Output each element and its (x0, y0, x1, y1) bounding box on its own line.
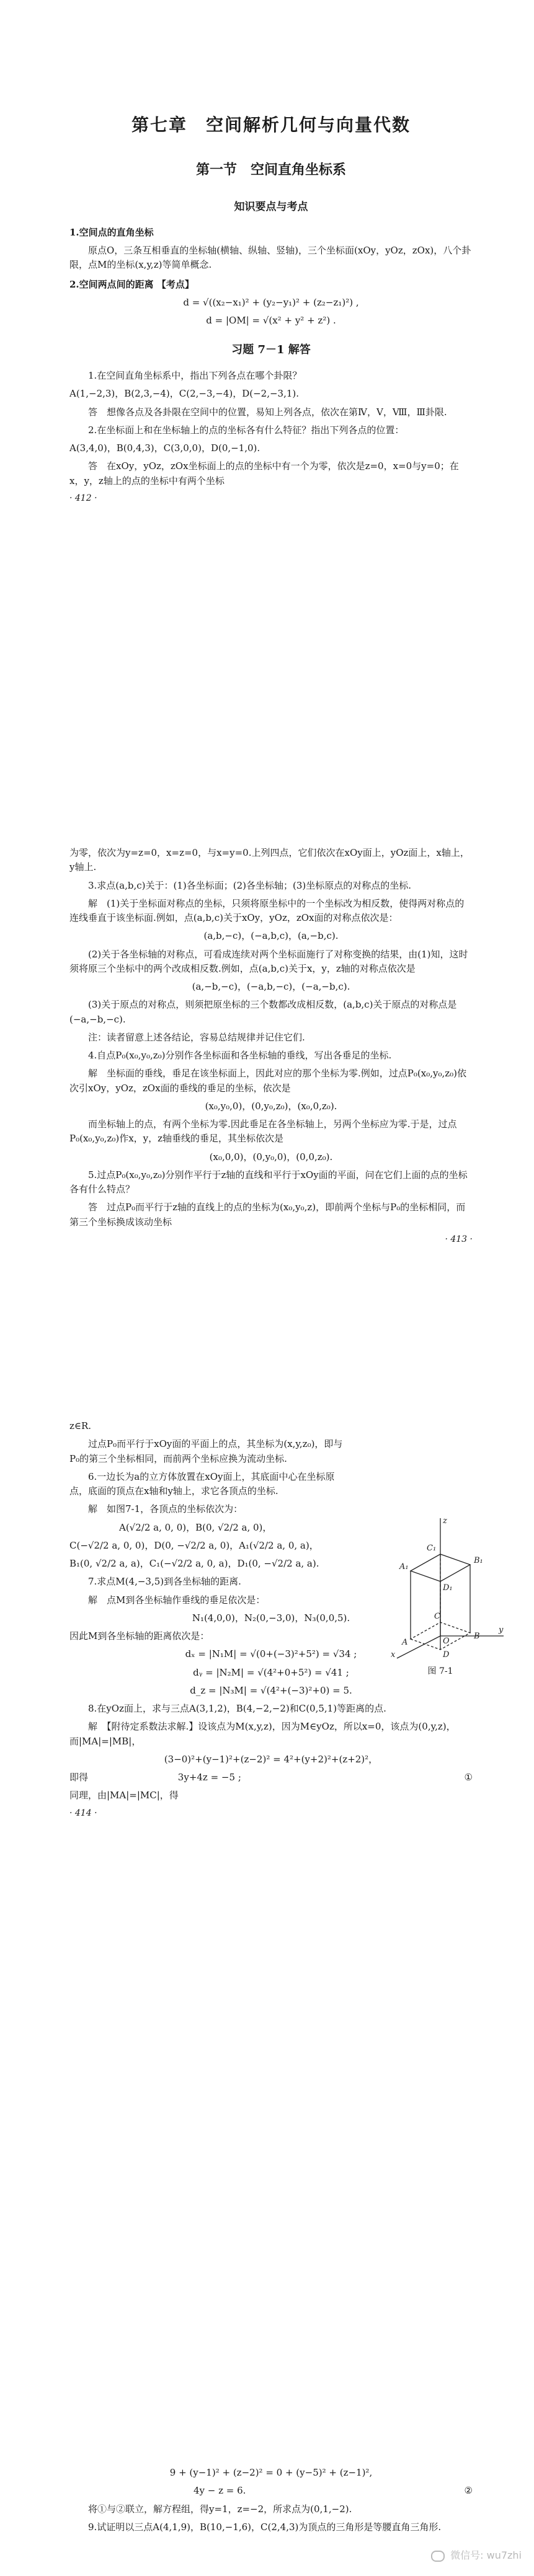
figure-7-1 (372, 1512, 509, 1679)
chapter-title: 第七章 空间解析几何与向量代数 (131, 115, 411, 135)
question-9: 9.试证明以三点A(4,1,9)，B(10,−1,6)，C(2,4,3)为顶点的三角形是等腰直角三角形. (88, 2521, 442, 2533)
page-number-414: · 414 · (69, 1808, 97, 1818)
question-1: 1.在空间直角坐标系中，指出下列各点在哪个卦限？ (88, 370, 302, 382)
answer-4-part-2: 而坐标轴上的点，有两个坐标为零.因此垂足在各坐标轴上，另两个坐标应为零.于是，过点P₀(x₀,y₀,z₀)作x，y，z轴垂线的垂足，其坐标依次是 (69, 1119, 457, 1145)
equation-tag-1: ① (464, 1772, 473, 1783)
distance-formula-2: d = |OM| = √(x² + y² + z²) . (206, 315, 336, 327)
answer-7-part-1: 解 点M到各坐标轴作垂线的垂足依次是： (88, 1594, 265, 1606)
label-A: A (402, 1638, 408, 1647)
answer-4-part-1: 解 坐标面的垂线，垂足在该坐标面上，因此对应的那个坐标为零.例如，过点P₀(x₀,y₀,z₀)依次引xOy，yOz，zOx面的垂线的垂足的坐标，依次是 (69, 1068, 466, 1094)
distance-dy: dᵧ = |N₂M| = √(4²+0+5²) = √41 ; (193, 1666, 349, 1678)
watermark-text: 微信号: wu7zhi (450, 2549, 522, 2562)
answer-4-formula-2: (x₀,0,0)，(0,y₀,0)，(0,0,z₀). (209, 1151, 333, 1163)
answer-3-part-3: (3)关于原点的对称点，则须把原坐标的三个数都改成相反数，(a,b,c)关于原点的对称点是(−a,−b,−c). (69, 999, 457, 1025)
answer-7-feet: N₁(4,0,0)，N₂(0,−3,0)，N₃(0,0,5). (192, 1612, 350, 1624)
answer-3-formula-2: (a,−b,−c)，(−a,b,−c)，(−a,−b,c). (192, 981, 350, 992)
page-number-413: · 413 · (445, 1234, 473, 1244)
question-2: 2.在坐标面上和在坐标轴上的点的坐标各有什么特征？指出下列各点的位置： (88, 424, 404, 436)
label-x: x (391, 1650, 396, 1659)
answer-8-equation-2-result: 4y − z = 6. (194, 2485, 246, 2497)
label-A1: A₁ (399, 1562, 409, 1572)
question-6: 6.一边长为a的立方体放置在xOy面上，其底面中心在坐标原点，底面的顶点在x轴和y轴上，求它各顶点的坐标. (69, 1470, 335, 1497)
page-414 (0, 1419, 534, 2212)
wechat-icon (431, 2551, 445, 2562)
page-415-partial (0, 2463, 534, 2576)
answer-2: 答 在xOy，yOz，zOx坐标面上的点的坐标中有一个为零，依次是z=0，x=0与y=0；在x，y，z轴上的点的坐标中有两个坐标 (69, 460, 459, 486)
answer-3-note: 注：读者留意上述各结论，容易总结规律并记住它们. (88, 1031, 305, 1043)
page-413 (0, 846, 534, 1317)
answer-8-equation-1: 3y+4z = −5 ; (177, 1772, 241, 1783)
question-5: 5.过点P₀(x₀,y₀,z₀)分别作平行于z轴的直线和平行于xOy面的平面，问在它们上面的点的坐标各有什么特点？ (69, 1169, 468, 1195)
answer-8-conclusion: 将①与②联立，解方程组，得y=1，z=−2，所求点为(0,1,−2). (88, 2503, 352, 2515)
section-title: 第一节 空间直角坐标系 (195, 162, 346, 178)
question-3: 3.求点(a,b,c)关于：(1)各坐标面；(2)各坐标轴；(3)坐标原点的对称点的坐标. (88, 879, 412, 891)
answer-2-continued: 为零，依次为y=z=0，x=z=0，与x=y=0.上列四点，它们依次在xOy面上，yOz面上，x轴上，y轴上. (69, 847, 469, 873)
answer-8-result-2 (69, 2484, 473, 2498)
answer-7-part-2: 因此M到各坐标轴的距离依次是： (69, 1630, 210, 1642)
label-z: z (443, 1516, 447, 1526)
answer-8-equation: (3−0)²+(y−1)²+(z−2)² = 4²+(y+2)²+(z+2)²， (164, 1753, 378, 1765)
distance-dx: dₓ = |N₁M| = √(0+(−3)²+5²) = √34 ; (185, 1648, 357, 1660)
answer-6: 解 如图7-1，各顶点的坐标依次为： (88, 1503, 243, 1515)
vertices-line-3: B₁(0, √2/2 a, a)，C₁(−√2/2 a, 0, a)，D₁(0, −√2/2 a, a). (69, 1558, 319, 1569)
watermark (431, 2548, 522, 2564)
answer-3-part-2: (2)关于各坐标轴的对称点，可看成连续对两个坐标面施行了对称变换的结果，由(1)知，这时须将原三个坐标中的两个改成相反数.例如，点(a,b,c)关于x，y，z轴的对称点依次是 (69, 948, 468, 974)
answer-5-plane: 过点P₀而平行于xOy面的平面上的点，其坐标为(x,y,z₀)，即与P₀的第三个坐标相同，而前两个坐标应换为流动坐标. (69, 1438, 343, 1464)
knowledge-item-2-title: 2.空间两点间的距离 【考点】 (69, 278, 194, 290)
knowledge-item-1-title: 1.空间点的直角坐标 (69, 226, 154, 238)
distance-formula-1: d = √((x₂−x₁)² + (y₂−y₁)² + (z₂−z₁)²) , (183, 296, 359, 308)
label-C1: C₁ (427, 1544, 437, 1553)
answer-8-equation-2: 9 + (y−1)² + (z−2)² = 0 + (y−5)² + (z−1)², (169, 2467, 373, 2478)
page-412 (0, 0, 534, 626)
answer-8-part-1: 解 【附待定系数法求解.】设该点为M(x,y,z)，因为M∈yOz，所以x=0，该点为(0,y,z)，而|MA|=|MB|， (69, 1721, 456, 1747)
vertices-line-1: A(√2/2 a, 0, 0)，B(0, √2/2 a, 0)， (119, 1521, 272, 1533)
answer-4-formula-1: (x₀,y₀,0)，(0,y₀,z₀)，(x₀,0,z₀). (205, 1100, 337, 1112)
answer-8-result-1 (69, 1770, 473, 1785)
question-1-points: A(1,−2,3)，B(2,3,−4)，C(2,−3,−4)，D(−2,−3,1). (69, 388, 300, 400)
question-2-points: A(3,4,0)，B(0,4,3)，C(3,0,0)，D(0,−1,0). (69, 442, 260, 454)
label-D: D (443, 1650, 450, 1659)
answer-3-part-1: 解 (1)关于坐标面对称点的坐标，只须将原坐标中的一个坐标改为相反数，使得两对称点的连线垂直于该坐标面.例如，点(a,b,c)关于xOy，yOz，zOx面的对称点依次是： (69, 897, 465, 923)
label-B1: B₁ (474, 1556, 483, 1565)
knowledge-item-1-body: 原点O，三条互相垂直的坐标轴(横轴、纵轴、竖轴)，三个坐标面(xOy，yOz，zOx)，八个卦限，点M的坐标(x,y,z)等简单概念. (69, 245, 471, 271)
question-7: 7.求点M(4,−3,5)到各坐标轴的距离. (88, 1576, 241, 1588)
answer-8-result-label: 即得 (69, 1772, 89, 1783)
knowledge-heading: 知识要点与考点 (234, 201, 308, 214)
label-O: O (443, 1637, 450, 1646)
page-number-412: · 412 · (69, 493, 97, 503)
answer-5: 答 过点P₀而平行于z轴的直线上的点的坐标为(x₀,y₀,z)，即前两个坐标与P₀的坐标相同，而第三个坐标换成该动坐标 (69, 1202, 466, 1228)
question-4: 4.自点P₀(x₀,y₀,z₀)分别作各坐标面和各坐标轴的垂线，写出各垂足的坐标. (88, 1050, 392, 1061)
answer-3-formula-1: (a,b,−c)，(−a,b,c)，(a,−b,c). (203, 930, 339, 942)
exercise-heading: 习题 7－1 解答 (231, 343, 311, 357)
cube-diagram (372, 1512, 509, 1661)
label-C: C (434, 1612, 440, 1621)
label-D1: D₁ (443, 1583, 453, 1593)
label-y: y (499, 1625, 504, 1635)
figure-caption: 图 7-1 (427, 1666, 453, 1677)
distance-dz: d_z = |N₃M| = √(4²+(−3)²+0) = 5. (190, 1684, 352, 1696)
equation-tag-2: ② (464, 2485, 473, 2497)
answer-5-continued: z∈R. (69, 1420, 92, 1431)
question-8: 8.在yOz面上，求与三点A(3,1,2)，B(4,−2,−2)和C(0,5,1)等距离的点. (88, 1703, 386, 1714)
label-B: B (474, 1632, 480, 1641)
vertices-line-2: C(−√2/2 a, 0, 0)，D(0, −√2/2 a, 0)，A₁(√2/2 a, 0, a)， (69, 1539, 319, 1551)
answer-1: 答 想像各点及各卦限在空间中的位置，易知上列各点，依次在第Ⅳ，Ⅴ，Ⅷ，Ⅲ卦限. (88, 406, 447, 418)
answer-8-part-4: 同理，由|MA|=|MC|，得 (69, 1790, 179, 1801)
